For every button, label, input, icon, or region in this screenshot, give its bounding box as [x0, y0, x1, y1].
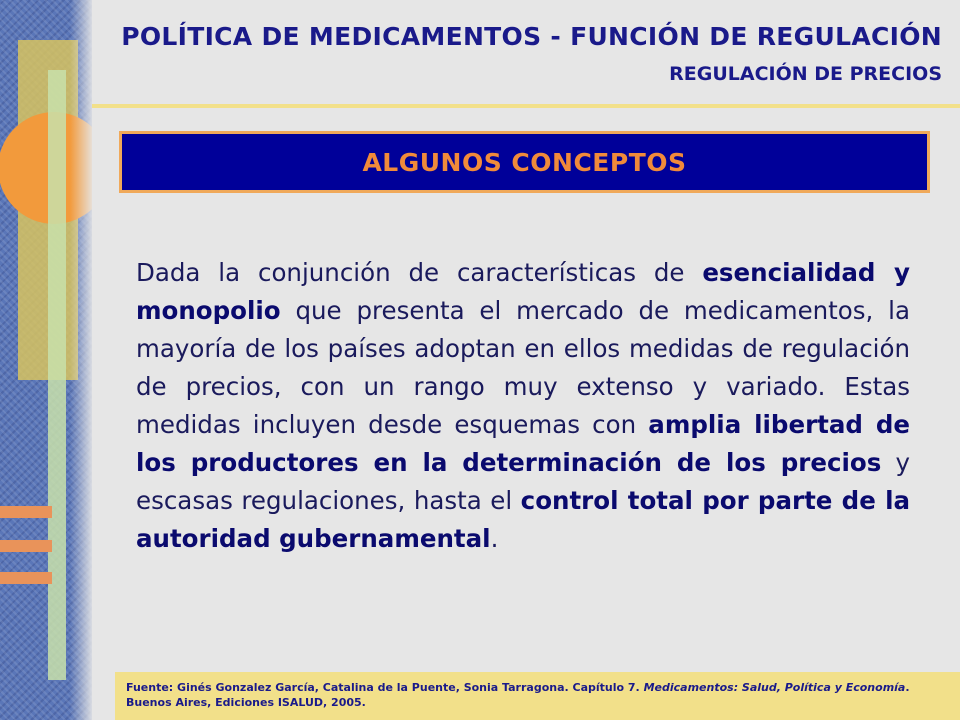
- body-text: Dada la conjunción de características de: [136, 258, 703, 287]
- decorative-side-strip: [0, 0, 92, 720]
- header-divider: [92, 104, 960, 108]
- slide-subtitle: REGULACIÓN DE PRECIOS: [669, 63, 942, 85]
- body-paragraph: [136, 254, 910, 558]
- source-footer: [115, 672, 960, 720]
- body-emphasis: esencialidad y monopolio: [136, 258, 910, 325]
- decorative-green-bar: [48, 70, 66, 680]
- citation-authors: Fuente: Ginés Gonzalez García, Catalina de la Puente, Sonia Tarragona. Capítulo 7.: [126, 681, 644, 694]
- decorative-orange-stripe: [0, 506, 52, 518]
- slide-title: POLÍTICA DE MEDICAMENTOS - FUNCIÓN DE REGULACIÓN: [121, 22, 942, 51]
- body-text: y escasas regulaciones, hasta el: [136, 448, 910, 515]
- body-emphasis: amplia libertad de los productores en la determinación de los precios: [136, 410, 910, 477]
- body-emphasis: control total por parte de la autoridad gubernamental: [136, 486, 910, 553]
- citation-publisher: . Buenos Aires, Ediciones ISALUD, 2005.: [126, 681, 910, 709]
- decorative-orange-stripe: [0, 540, 52, 552]
- body-text: .: [490, 524, 499, 553]
- citation-book-title: Medicamentos: Salud, Política y Economía: [643, 681, 906, 694]
- decorative-strip-fade: [70, 0, 92, 720]
- section-banner-label: ALGUNOS CONCEPTOS: [362, 147, 687, 177]
- decorative-orange-stripe: [0, 572, 52, 584]
- section-banner: [119, 131, 930, 193]
- source-citation: [115, 672, 960, 710]
- body-text: que presenta el mercado de medicamentos, la mayoría de los países adoptan en ellos medidas de regulación de precios, con un rango muy extenso y variado. Estas medidas incluyen desde esquemas con: [136, 296, 910, 439]
